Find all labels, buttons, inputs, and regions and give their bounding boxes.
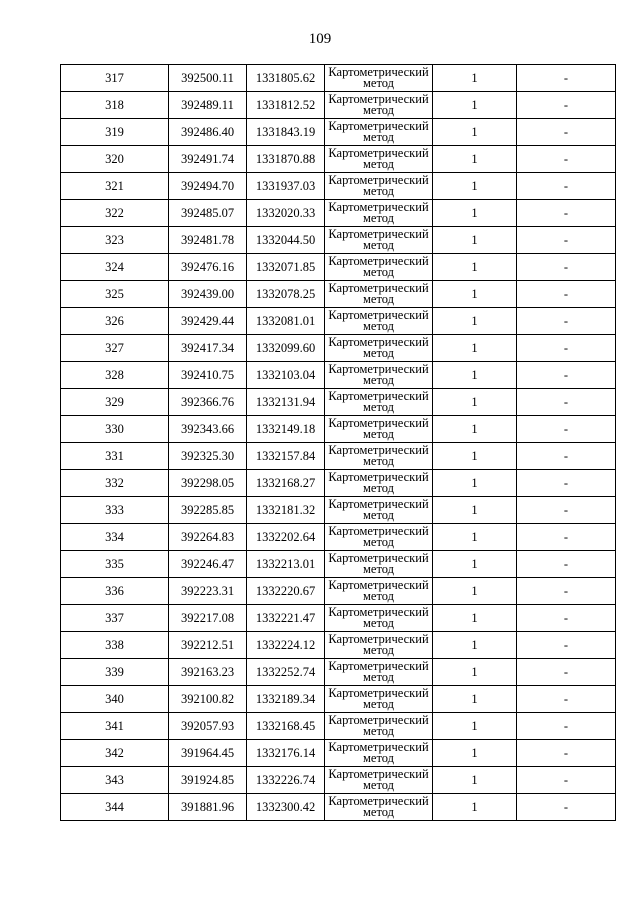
method-cell bbox=[325, 740, 433, 767]
accuracy-cell: 1 bbox=[433, 92, 517, 119]
method-cell bbox=[325, 551, 433, 578]
method-cell bbox=[325, 686, 433, 713]
y-coordinate-cell: 1332252.74 bbox=[247, 659, 325, 686]
table-row bbox=[61, 524, 616, 551]
method-line-1: Картометрический bbox=[328, 713, 429, 727]
method-line-1: Картометрический bbox=[328, 470, 429, 484]
accuracy-cell: 1 bbox=[433, 605, 517, 632]
note-cell: - bbox=[517, 119, 616, 146]
accuracy-cell: 1 bbox=[433, 794, 517, 821]
x-coordinate-cell: 392285.85 bbox=[169, 497, 247, 524]
point-number-cell: 329 bbox=[61, 389, 169, 416]
point-number-cell: 328 bbox=[61, 362, 169, 389]
method-cell bbox=[325, 200, 433, 227]
x-coordinate-cell: 392100.82 bbox=[169, 686, 247, 713]
point-number-cell: 327 bbox=[61, 335, 169, 362]
y-coordinate-cell: 1332168.45 bbox=[247, 713, 325, 740]
method-line-2: метод bbox=[362, 616, 394, 630]
point-number-cell: 332 bbox=[61, 470, 169, 497]
accuracy-cell: 1 bbox=[433, 524, 517, 551]
y-coordinate-cell: 1332149.18 bbox=[247, 416, 325, 443]
accuracy-cell: 1 bbox=[433, 308, 517, 335]
y-coordinate-cell: 1331805.62 bbox=[247, 65, 325, 92]
y-coordinate-cell: 1332221.47 bbox=[247, 605, 325, 632]
table-row bbox=[61, 659, 616, 686]
method-line-1: Картометрический bbox=[328, 605, 429, 619]
accuracy-cell: 1 bbox=[433, 335, 517, 362]
point-number-cell: 323 bbox=[61, 227, 169, 254]
note-cell: - bbox=[517, 767, 616, 794]
x-coordinate-cell: 392417.34 bbox=[169, 335, 247, 362]
table-row bbox=[61, 389, 616, 416]
accuracy-cell: 1 bbox=[433, 713, 517, 740]
method-line-1: Картометрический bbox=[328, 362, 429, 376]
x-coordinate-cell: 391881.96 bbox=[169, 794, 247, 821]
table-row bbox=[61, 794, 616, 821]
x-coordinate-cell: 392481.78 bbox=[169, 227, 247, 254]
table-row bbox=[61, 254, 616, 281]
note-cell: - bbox=[517, 686, 616, 713]
point-number-cell: 337 bbox=[61, 605, 169, 632]
x-coordinate-cell: 392491.74 bbox=[169, 146, 247, 173]
method-cell bbox=[325, 173, 433, 200]
point-number-cell: 338 bbox=[61, 632, 169, 659]
table-row bbox=[61, 308, 616, 335]
x-coordinate-cell: 392163.23 bbox=[169, 659, 247, 686]
note-cell: - bbox=[517, 65, 616, 92]
accuracy-cell: 1 bbox=[433, 389, 517, 416]
x-coordinate-cell: 392485.07 bbox=[169, 200, 247, 227]
method-line-2: метод bbox=[362, 805, 394, 819]
method-line-1: Картометрический bbox=[328, 578, 429, 592]
method-line-1: Картометрический bbox=[328, 335, 429, 349]
method-line-1: Картометрический bbox=[328, 308, 429, 322]
method-line-1: Картометрический bbox=[328, 65, 429, 79]
x-coordinate-cell: 392410.75 bbox=[169, 362, 247, 389]
note-cell: - bbox=[517, 794, 616, 821]
table-row bbox=[61, 470, 616, 497]
x-coordinate-cell: 392223.31 bbox=[169, 578, 247, 605]
y-coordinate-cell: 1332220.67 bbox=[247, 578, 325, 605]
y-coordinate-cell: 1332181.32 bbox=[247, 497, 325, 524]
table-row bbox=[61, 362, 616, 389]
point-number-cell: 343 bbox=[61, 767, 169, 794]
method-cell bbox=[325, 335, 433, 362]
x-coordinate-cell: 392298.05 bbox=[169, 470, 247, 497]
note-cell: - bbox=[517, 335, 616, 362]
method-line-1: Картометрический bbox=[328, 524, 429, 538]
note-cell: - bbox=[517, 470, 616, 497]
accuracy-cell: 1 bbox=[433, 578, 517, 605]
y-coordinate-cell: 1332168.27 bbox=[247, 470, 325, 497]
point-number-cell: 317 bbox=[61, 65, 169, 92]
x-coordinate-cell: 392429.44 bbox=[169, 308, 247, 335]
method-line-2: метод bbox=[362, 319, 394, 333]
y-coordinate-cell: 1332078.25 bbox=[247, 281, 325, 308]
method-cell bbox=[325, 443, 433, 470]
y-coordinate-cell: 1332044.50 bbox=[247, 227, 325, 254]
y-coordinate-cell: 1331870.88 bbox=[247, 146, 325, 173]
method-cell bbox=[325, 632, 433, 659]
note-cell: - bbox=[517, 632, 616, 659]
note-cell: - bbox=[517, 308, 616, 335]
x-coordinate-cell: 391964.45 bbox=[169, 740, 247, 767]
method-line-2: метод bbox=[362, 130, 394, 144]
method-cell bbox=[325, 92, 433, 119]
x-coordinate-cell: 392212.51 bbox=[169, 632, 247, 659]
x-coordinate-cell: 392494.70 bbox=[169, 173, 247, 200]
accuracy-cell: 1 bbox=[433, 173, 517, 200]
accuracy-cell: 1 bbox=[433, 362, 517, 389]
note-cell: - bbox=[517, 146, 616, 173]
method-line-2: метод bbox=[362, 76, 394, 90]
table-row bbox=[61, 65, 616, 92]
accuracy-cell: 1 bbox=[433, 470, 517, 497]
method-line-2: метод bbox=[362, 265, 394, 279]
method-line-2: метод bbox=[362, 697, 394, 711]
method-cell bbox=[325, 281, 433, 308]
method-cell bbox=[325, 713, 433, 740]
accuracy-cell: 1 bbox=[433, 767, 517, 794]
point-number-cell: 318 bbox=[61, 92, 169, 119]
accuracy-cell: 1 bbox=[433, 146, 517, 173]
point-number-cell: 322 bbox=[61, 200, 169, 227]
y-coordinate-cell: 1332176.14 bbox=[247, 740, 325, 767]
method-cell bbox=[325, 389, 433, 416]
y-coordinate-cell: 1332226.74 bbox=[247, 767, 325, 794]
method-cell bbox=[325, 659, 433, 686]
method-line-1: Картометрический bbox=[328, 551, 429, 565]
accuracy-cell: 1 bbox=[433, 497, 517, 524]
method-line-1: Картометрический bbox=[328, 281, 429, 295]
point-number-cell: 342 bbox=[61, 740, 169, 767]
note-cell: - bbox=[517, 740, 616, 767]
accuracy-cell: 1 bbox=[433, 740, 517, 767]
y-coordinate-cell: 1332189.34 bbox=[247, 686, 325, 713]
method-line-2: метод bbox=[362, 211, 394, 225]
method-line-1: Картометрический bbox=[328, 200, 429, 214]
point-number-cell: 341 bbox=[61, 713, 169, 740]
method-line-1: Картометрический bbox=[328, 146, 429, 160]
accuracy-cell: 1 bbox=[433, 659, 517, 686]
method-line-2: метод bbox=[362, 157, 394, 171]
accuracy-cell: 1 bbox=[433, 416, 517, 443]
page-number: 109 bbox=[308, 31, 332, 47]
method-line-2: метод bbox=[362, 778, 394, 792]
x-coordinate-cell: 392489.11 bbox=[169, 92, 247, 119]
accuracy-cell: 1 bbox=[433, 551, 517, 578]
method-cell bbox=[325, 605, 433, 632]
method-line-1: Картометрический bbox=[328, 389, 429, 403]
note-cell: - bbox=[517, 551, 616, 578]
point-number-cell: 336 bbox=[61, 578, 169, 605]
method-line-1: Картометрический bbox=[328, 686, 429, 700]
accuracy-cell: 1 bbox=[433, 686, 517, 713]
y-coordinate-cell: 1332213.01 bbox=[247, 551, 325, 578]
accuracy-cell: 1 bbox=[433, 632, 517, 659]
method-line-1: Картометрический bbox=[328, 227, 429, 241]
x-coordinate-cell: 392325.30 bbox=[169, 443, 247, 470]
table-row bbox=[61, 686, 616, 713]
note-cell: - bbox=[517, 200, 616, 227]
method-line-1: Картометрический bbox=[328, 416, 429, 430]
x-coordinate-cell: 392500.11 bbox=[169, 65, 247, 92]
table-row bbox=[61, 578, 616, 605]
method-line-2: метод bbox=[362, 724, 394, 738]
point-number-cell: 321 bbox=[61, 173, 169, 200]
point-number-cell: 334 bbox=[61, 524, 169, 551]
x-coordinate-cell: 392264.83 bbox=[169, 524, 247, 551]
note-cell: - bbox=[517, 281, 616, 308]
method-line-2: метод bbox=[362, 508, 394, 522]
method-line-2: метод bbox=[362, 292, 394, 306]
point-number-cell: 320 bbox=[61, 146, 169, 173]
method-line-2: метод bbox=[362, 535, 394, 549]
y-coordinate-cell: 1332224.12 bbox=[247, 632, 325, 659]
accuracy-cell: 1 bbox=[433, 227, 517, 254]
point-number-cell: 335 bbox=[61, 551, 169, 578]
method-cell bbox=[325, 362, 433, 389]
note-cell: - bbox=[517, 659, 616, 686]
method-line-1: Картометрический bbox=[328, 92, 429, 106]
method-cell bbox=[325, 524, 433, 551]
method-line-2: метод bbox=[362, 373, 394, 387]
coordinates-table-body bbox=[61, 65, 616, 821]
accuracy-cell: 1 bbox=[433, 119, 517, 146]
method-line-1: Картометрический bbox=[328, 173, 429, 187]
table-row bbox=[61, 767, 616, 794]
note-cell: - bbox=[517, 497, 616, 524]
note-cell: - bbox=[517, 173, 616, 200]
method-line-1: Картометрический bbox=[328, 254, 429, 268]
method-line-2: метод bbox=[362, 562, 394, 576]
point-number-cell: 325 bbox=[61, 281, 169, 308]
method-line-1: Картометрический bbox=[328, 794, 429, 808]
method-line-2: метод bbox=[362, 454, 394, 468]
point-number-cell: 324 bbox=[61, 254, 169, 281]
y-coordinate-cell: 1332131.94 bbox=[247, 389, 325, 416]
table-row bbox=[61, 335, 616, 362]
x-coordinate-cell: 392486.40 bbox=[169, 119, 247, 146]
point-number-cell: 339 bbox=[61, 659, 169, 686]
x-coordinate-cell: 391924.85 bbox=[169, 767, 247, 794]
table-row bbox=[61, 119, 616, 146]
y-coordinate-cell: 1332157.84 bbox=[247, 443, 325, 470]
method-cell bbox=[325, 146, 433, 173]
y-coordinate-cell: 1332300.42 bbox=[247, 794, 325, 821]
method-cell bbox=[325, 470, 433, 497]
method-line-1: Картометрический bbox=[328, 740, 429, 754]
note-cell: - bbox=[517, 443, 616, 470]
accuracy-cell: 1 bbox=[433, 281, 517, 308]
table-row bbox=[61, 497, 616, 524]
point-number-cell: 326 bbox=[61, 308, 169, 335]
point-number-cell: 330 bbox=[61, 416, 169, 443]
method-line-2: метод bbox=[362, 589, 394, 603]
accuracy-cell: 1 bbox=[433, 443, 517, 470]
method-line-1: Картометрический bbox=[328, 497, 429, 511]
point-number-cell: 331 bbox=[61, 443, 169, 470]
method-line-2: метод bbox=[362, 238, 394, 252]
table-row bbox=[61, 416, 616, 443]
note-cell: - bbox=[517, 524, 616, 551]
point-number-cell: 340 bbox=[61, 686, 169, 713]
y-coordinate-cell: 1332103.04 bbox=[247, 362, 325, 389]
method-cell bbox=[325, 578, 433, 605]
method-line-2: метод bbox=[362, 346, 394, 360]
method-cell bbox=[325, 227, 433, 254]
note-cell: - bbox=[517, 713, 616, 740]
note-cell: - bbox=[517, 389, 616, 416]
method-line-2: метод bbox=[362, 481, 394, 495]
accuracy-cell: 1 bbox=[433, 200, 517, 227]
note-cell: - bbox=[517, 416, 616, 443]
method-line-1: Картометрический bbox=[328, 659, 429, 673]
method-line-2: метод bbox=[362, 751, 394, 765]
note-cell: - bbox=[517, 92, 616, 119]
table-row bbox=[61, 200, 616, 227]
note-cell: - bbox=[517, 254, 616, 281]
table-row bbox=[61, 146, 616, 173]
method-cell bbox=[325, 767, 433, 794]
table-row bbox=[61, 713, 616, 740]
method-line-2: метод bbox=[362, 670, 394, 684]
y-coordinate-cell: 1331843.19 bbox=[247, 119, 325, 146]
x-coordinate-cell: 392366.76 bbox=[169, 389, 247, 416]
y-coordinate-cell: 1332099.60 bbox=[247, 335, 325, 362]
table-row bbox=[61, 281, 616, 308]
method-line-2: метод bbox=[362, 103, 394, 117]
y-coordinate-cell: 1331812.52 bbox=[247, 92, 325, 119]
y-coordinate-cell: 1331937.03 bbox=[247, 173, 325, 200]
x-coordinate-cell: 392343.66 bbox=[169, 416, 247, 443]
method-cell bbox=[325, 308, 433, 335]
method-cell bbox=[325, 497, 433, 524]
method-line-1: Картометрический bbox=[328, 119, 429, 133]
x-coordinate-cell: 392476.16 bbox=[169, 254, 247, 281]
method-line-1: Картометрический bbox=[328, 767, 429, 781]
method-cell bbox=[325, 65, 433, 92]
table-row bbox=[61, 227, 616, 254]
method-cell bbox=[325, 794, 433, 821]
method-cell bbox=[325, 254, 433, 281]
method-line-2: метод bbox=[362, 643, 394, 657]
y-coordinate-cell: 1332202.64 bbox=[247, 524, 325, 551]
table-row bbox=[61, 173, 616, 200]
x-coordinate-cell: 392057.93 bbox=[169, 713, 247, 740]
coordinates-table bbox=[60, 64, 616, 821]
x-coordinate-cell: 392246.47 bbox=[169, 551, 247, 578]
note-cell: - bbox=[517, 605, 616, 632]
note-cell: - bbox=[517, 227, 616, 254]
point-number-cell: 319 bbox=[61, 119, 169, 146]
method-line-1: Картометрический bbox=[328, 632, 429, 646]
method-cell bbox=[325, 416, 433, 443]
y-coordinate-cell: 1332071.85 bbox=[247, 254, 325, 281]
x-coordinate-cell: 392439.00 bbox=[169, 281, 247, 308]
table-row bbox=[61, 551, 616, 578]
note-cell: - bbox=[517, 578, 616, 605]
method-line-2: метод bbox=[362, 427, 394, 441]
table-row bbox=[61, 632, 616, 659]
point-number-cell: 333 bbox=[61, 497, 169, 524]
table-row bbox=[61, 443, 616, 470]
note-cell: - bbox=[517, 362, 616, 389]
table-row bbox=[61, 605, 616, 632]
table-row bbox=[61, 92, 616, 119]
method-line-2: метод bbox=[362, 184, 394, 198]
y-coordinate-cell: 1332020.33 bbox=[247, 200, 325, 227]
accuracy-cell: 1 bbox=[433, 65, 517, 92]
method-cell bbox=[325, 119, 433, 146]
accuracy-cell: 1 bbox=[433, 254, 517, 281]
y-coordinate-cell: 1332081.01 bbox=[247, 308, 325, 335]
x-coordinate-cell: 392217.08 bbox=[169, 605, 247, 632]
point-number-cell: 344 bbox=[61, 794, 169, 821]
method-line-1: Картометрический bbox=[328, 443, 429, 457]
method-line-2: метод bbox=[362, 400, 394, 414]
table-row bbox=[61, 740, 616, 767]
